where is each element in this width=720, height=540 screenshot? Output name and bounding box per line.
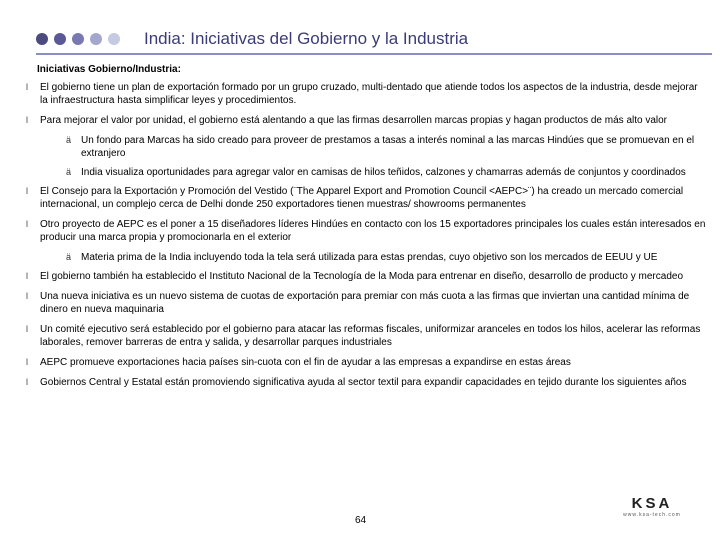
- list-item: [26, 114, 706, 127]
- bullet-icon: l: [26, 115, 28, 125]
- dot-3: [72, 33, 84, 45]
- logo-site: www.ksa-tech.com: [623, 512, 681, 518]
- list-item: [26, 376, 706, 389]
- dot-4: [90, 33, 102, 45]
- sub-list-item: [26, 251, 706, 264]
- list-item: [26, 323, 706, 349]
- bullet-icon: l: [26, 82, 28, 92]
- list-item: [26, 218, 706, 244]
- arrow-bullet-icon: ä: [66, 167, 72, 177]
- bullet-icon: l: [26, 324, 28, 334]
- ksa-logo: [617, 495, 687, 518]
- logo-text: KSA: [631, 495, 673, 512]
- item-text: Un comité ejecutivo será establecido por el gobierno para atacar las reformas fiscales, uniformizar aranceles en todos los hilos, acelerar las reformas laborales, remover barreras de entra y salida, y desarrollar parques industriales: [40, 324, 701, 348]
- sub-list-item: [26, 166, 706, 179]
- list-item: [26, 185, 706, 211]
- bullet-list: [26, 81, 706, 396]
- item-text: El gobierno también ha establecido el Instituto Nacional de la Tecnología de la Moda para entrenar en diseño, desarrollo de producto y mercadeo: [40, 271, 684, 282]
- bullet-icon: l: [26, 219, 28, 229]
- bullet-icon: l: [26, 291, 28, 301]
- item-text: El Consejo para la Exportación y Promoción del Vestido (¨The Apparel Export and Promotion Council <AEPC>¨) ha creado un mercado comercial internacional, un complejo cerca de Delhi donde 250 exportadores tienen muestras/ showrooms permanentes: [40, 186, 684, 210]
- dot-5: [108, 33, 120, 45]
- list-item: [26, 81, 706, 107]
- item-text: Una nueva iniciativa es un nuevo sistema de cuotas de exportación para premiar con más cuota a las firmas que inviertan una cantidad mínima de dinero en nueva maquinaria: [40, 291, 690, 315]
- arrow-bullet-icon: ä: [66, 252, 72, 262]
- item-text: El gobierno tiene un plan de exportación formado por un grupo cruzado, multi-dentado que atiende todos los aspectos de la industria, desde mejorar la infraestructura hasta simplificar leyes y procedimientos.: [40, 82, 698, 106]
- list-item: [26, 356, 706, 369]
- arrow-bullet-icon: ä: [66, 135, 72, 145]
- bullet-icon: l: [26, 377, 28, 387]
- item-text: Otro proyecto de AEPC es el poner a 15 diseñadores líderes Hindúes en contacto con los 15 exportadores principales los cuales están interesados en producir una marca propia y promocionarla en el exterior: [40, 219, 706, 243]
- item-text: Gobiernos Central y Estatal están promoviendo significativa ayuda al sector textil para expandir capacidades en tejido durante los siguientes años: [40, 377, 687, 388]
- title-divider: [36, 53, 712, 55]
- item-text: AEPC promueve exportaciones hacia países sin-cuota con el fin de ayudar a las empresas a expandirse en estas áreas: [40, 357, 571, 368]
- bullet-icon: l: [26, 186, 28, 196]
- item-text: Para mejorar el valor por unidad, el gobierno está alentando a que las firmas desarrollen marcas propias y hagan productos de más alto valor: [40, 115, 668, 126]
- decorative-dots: [36, 33, 120, 45]
- sub-item-text: India visualiza oportunidades para agregar valor en camisas de hilos teñidos, calzones y chamarras además de conjuntos y coordinados: [81, 167, 686, 178]
- sub-list-item: [26, 134, 706, 160]
- sub-item-text: Un fondo para Marcas ha sido creado para proveer de prestamos a tasas a interés nominal a las marcas Hindúes que se promuevan en el extranjero: [81, 135, 695, 159]
- page-number: 64: [355, 515, 367, 526]
- sub-item-text: Materia prima de la India incluyendo toda la tela será utilizada para estas prendas, cuyo objetivo son los mercados de EEUU y UE: [81, 252, 658, 263]
- section-heading: Iniciativas Gobierno/Industria:: [37, 64, 181, 75]
- dot-1: [36, 33, 48, 45]
- bullet-icon: l: [26, 271, 28, 281]
- page-title: India: Iniciativas del Gobierno y la Industria: [144, 29, 469, 48]
- bullet-icon: l: [26, 357, 28, 367]
- list-item: [26, 270, 706, 283]
- dot-2: [54, 33, 66, 45]
- list-item: [26, 290, 706, 316]
